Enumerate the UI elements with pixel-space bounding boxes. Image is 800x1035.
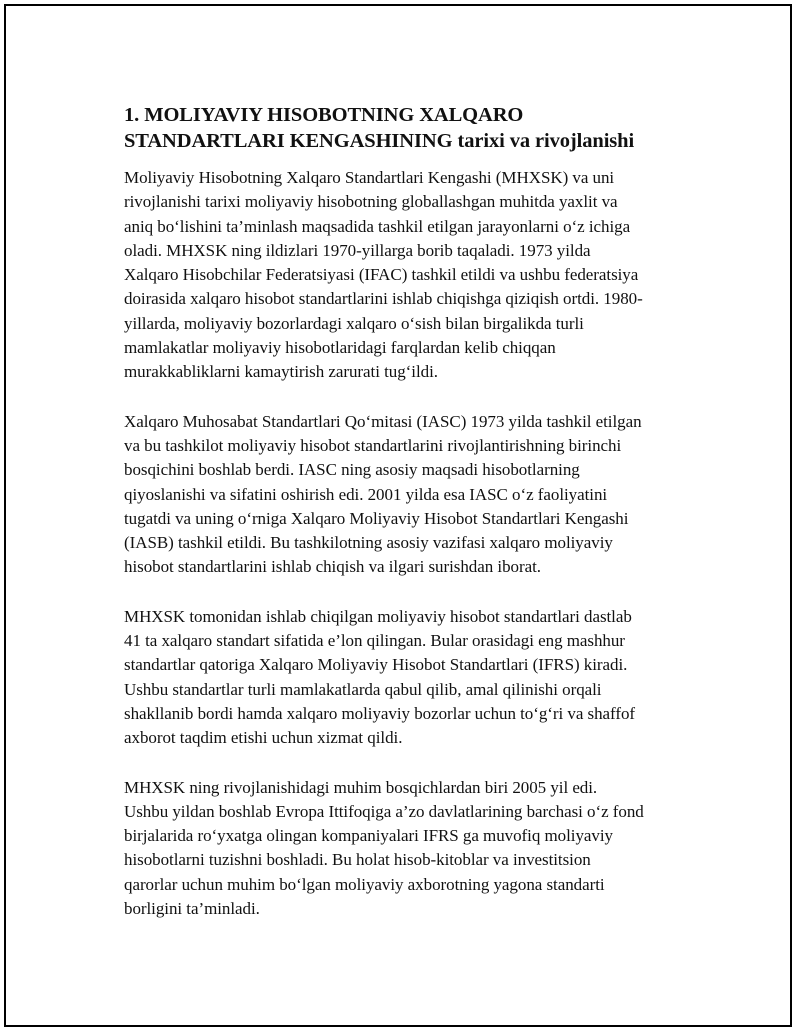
text-line: yillarda, moliyaviy bozorlardagi xalqaro o‘sish bilan birgalikda turli — [124, 313, 584, 333]
text-line: birjalarida ro‘yxatga olingan kompaniyalari IFRS ga muvofiq moliyaviy — [124, 826, 613, 846]
heading-line: STANDARTLARI KENGASHINING tarixi va rivojlanishi — [124, 130, 635, 152]
section-heading — [124, 102, 694, 154]
text-line: qarorlar uchun muhim bo‘lgan moliyaviy axborotning yagona standarti — [124, 874, 605, 894]
text-line: Xalqaro Muhosabat Standartlari Qo‘mitasi (IASC) 1973 yilda tashkil etilgan — [124, 411, 642, 431]
paragraph-2 — [124, 410, 694, 580]
text-line: (IASB) tashkil etildi. Bu tashkilotning asosiy vazifasi xalqaro moliyaviy — [124, 533, 613, 553]
text-line: Ushbu yildan boshlab Evropa Ittifoqiga a’zo davlatlarining barchasi o‘z fond — [124, 801, 644, 821]
text-line: hisobotlarni tuzishni boshladi. Bu holat hisob-kitoblar va investitsion — [124, 850, 591, 870]
document-body — [124, 102, 694, 946]
text-line: borligini ta’minladi. — [124, 899, 260, 919]
paragraph-3 — [124, 605, 694, 751]
heading-line: 1. MOLIYAVIY HISOBOTNING XALQARO — [124, 104, 524, 126]
text-line: oladi. MHXSK ning ildizlari 1970-yillarga borib taqaladi. 1973 yilda — [124, 240, 591, 260]
text-line: murakkabliklarni kamaytirish zarurati tug‘ildi. — [124, 362, 438, 382]
text-line: MHXSK ning rivojlanishidagi muhim bosqichlardan biri 2005 yil edi. — [124, 777, 598, 797]
text-line: bosqichini boshlab berdi. IASC ning asosiy maqsadi hisobotlarning — [124, 460, 580, 480]
text-line: Xalqaro Hisobchilar Federatsiyasi (IFAC) tashkil etildi va ushbu federatsiya — [124, 265, 639, 285]
text-line: MHXSK tomonidan ishlab chiqilgan moliyaviy hisobot standartlari dastlab — [124, 606, 632, 626]
paragraph-4 — [124, 776, 694, 922]
text-line: shakllanib bordi hamda xalqaro moliyaviy bozorlar uchun to‘g‘ri va shaffof — [124, 703, 636, 723]
text-line: Moliyaviy Hisobotning Xalqaro Standartlari Kengashi (MHXSK) va uni — [124, 168, 615, 187]
text-line: mamlakatlar moliyaviy hisobotlaridagi farqlardan kelib chiqqan — [124, 338, 556, 358]
text-line: standartlar qatoriga Xalqaro Moliyaviy Hisobot Standartlari (IFRS) kiradi. — [124, 655, 628, 675]
text-line: axborot taqdim etishi uchun xizmat qildi. — [124, 728, 403, 748]
text-line: 41 ta xalqaro standart sifatida e’lon qilingan. Bular orasidagi eng mashhur — [124, 631, 625, 651]
page-frame — [4, 4, 792, 1027]
text-line: va bu tashkilot moliyaviy hisobot standartlarini rivojlantirishning birinchi — [124, 435, 622, 455]
text-line: aniq bo‘lishini ta’minlash maqsadida tashkil etilgan jarayonlarni o‘z ichiga — [124, 216, 631, 236]
text-line: rivojlanishi tarixi moliyaviy hisobotning globallashgan muhitda yaxlit va — [124, 192, 618, 212]
text-line: doirasida xalqaro hisobot standartlarini ishlab chiqishga qiziqish ortdi. 1980- — [124, 289, 643, 309]
text-line: tugatdi va uning o‘rniga Xalqaro Moliyaviy Hisobot Standartlari Kengashi — [124, 508, 629, 528]
paragraph-1 — [124, 166, 694, 385]
text-line: hisobot standartlarini ishlab chiqish va ilgari surishdan iborat. — [124, 557, 541, 577]
text-line: qiyoslanishi va sifatini oshirish edi. 2001 yilda esa IASC o‘z faoliyatini — [124, 484, 608, 504]
text-line: Ushbu standartlar turli mamlakatlarda qabul qilib, amal qilinishi orqali — [124, 679, 602, 699]
